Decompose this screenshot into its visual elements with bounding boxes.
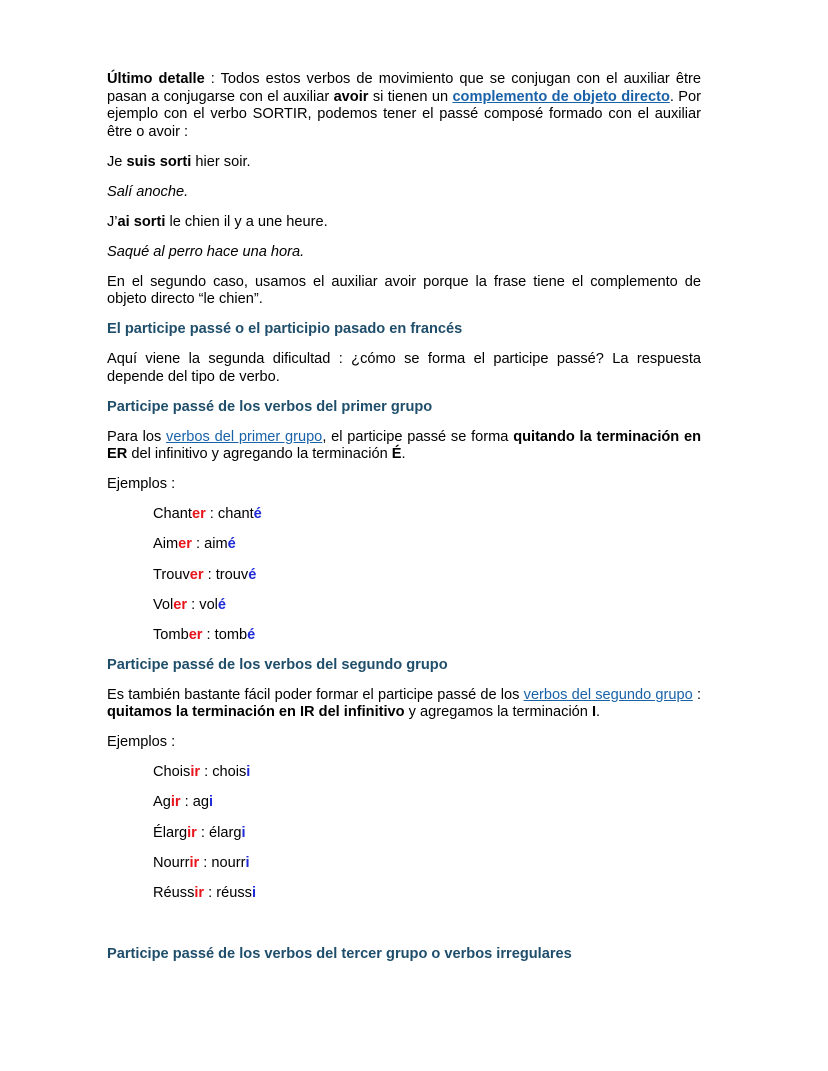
link-verbos-segundo-grupo[interactable]: verbos del segundo grupo — [523, 686, 693, 703]
p3-bold: quitamos la terminación en IR del infinitivo — [107, 704, 405, 721]
link-verbos-primer-grupo[interactable]: verbos del primer grupo — [166, 428, 323, 445]
verb-example: Élargir : élargi — [153, 824, 246, 841]
intro-bold-label: Último detalle — [107, 71, 205, 87]
example-1-text-c: hier soir. — [191, 153, 251, 170]
p3-text-a: Es también bastante fácil poder formar el participe passé de los — [107, 686, 524, 703]
verb-example: Agir : agi — [153, 794, 214, 811]
p2-text-a: Para los — [107, 428, 167, 445]
p2-text-b: , el participe passé se forma — [322, 428, 514, 445]
link-complemento-objeto-directo[interactable]: complemento de objeto directo — [452, 88, 670, 105]
p2-bold-ending: É — [391, 446, 402, 462]
verb-example: Voler : volé — [153, 596, 227, 613]
intro-bold-avoir: avoir — [333, 88, 369, 105]
p3-text-d: . — [596, 704, 601, 721]
example-2-bold: ai sorti — [117, 213, 166, 230]
verb-example: Nourrir : nourri — [153, 855, 250, 872]
p2-text-d: . — [401, 446, 406, 462]
verb-example: Tomber : tombé — [153, 627, 256, 644]
heading-primer-grupo: Participe passé de los verbos del primer grupo — [107, 398, 433, 415]
document-body — [107, 71, 701, 976]
paragraph-segundo-grupo — [107, 687, 701, 722]
intro-text-2: si tienen un — [368, 88, 453, 105]
p3-bold-ending: I — [591, 704, 597, 721]
p2-text-c: del infinitivo y agregando la terminación — [127, 446, 392, 462]
verb-example: Trouver : trouvé — [153, 566, 257, 583]
example-2-text-a: J’ — [107, 213, 118, 230]
intro-text-3: . Por ejemplo con el verbo SORTIR, podemos tener el passé composé formado con el auxiliar être o avoir : — [107, 88, 701, 140]
examples-group-2 — [107, 764, 701, 903]
heading-participe-passe: El participe passé o el participio pasado en francés — [107, 321, 463, 337]
heading-segundo-grupo: Participe passé de los verbos del segundo grupo — [107, 656, 448, 673]
p3-text-b: : — [692, 686, 701, 703]
explanation-paragraph: En el segundo caso, usamos el auxiliar avoir porque la frase tiene el complemento de objeto directo “le chien”. — [107, 273, 701, 307]
p2-bold: quitando la terminación en ER — [107, 428, 702, 462]
example-2 — [107, 214, 701, 232]
example-2-translation: Saqué al perro hace una hora. — [107, 243, 305, 260]
ejemplos-label-1: Ejemplos : — [107, 476, 176, 492]
paragraph-segunda-dificultad: Aquí viene la segunda dificultad : ¿cómo se forma el participe passé? La respuesta depende del tipo de verbo. — [107, 351, 701, 385]
examples-group-1 — [107, 506, 701, 645]
paragraph-primer-grupo — [107, 429, 701, 464]
intro-text-1: : Todos estos verbos de movimiento que se conjugan con el auxiliar être pasan a conjugarse con el auxiliar — [107, 71, 702, 105]
verb-example: Réussir : réussi — [153, 885, 257, 902]
ejemplos-label-2: Ejemplos : — [107, 734, 176, 751]
heading-tercer-grupo: Participe passé de los verbos del tercer grupo o verbos irregulares — [107, 945, 572, 962]
verb-example: Choisir : choisi — [153, 764, 251, 781]
p3-text-c: y agregamos la terminación — [404, 704, 592, 721]
verb-example: Chanter : chanté — [153, 506, 262, 522]
spacer — [107, 916, 701, 946]
example-2-text-c: le chien il y a une heure. — [165, 213, 328, 230]
example-1-bold: suis sorti — [126, 153, 192, 170]
intro-paragraph — [107, 71, 701, 141]
example-1 — [107, 154, 701, 172]
example-1-text-a: Je — [107, 153, 127, 170]
example-1-translation: Salí anoche. — [107, 183, 189, 200]
verb-example: Aimer : aimé — [153, 536, 236, 553]
